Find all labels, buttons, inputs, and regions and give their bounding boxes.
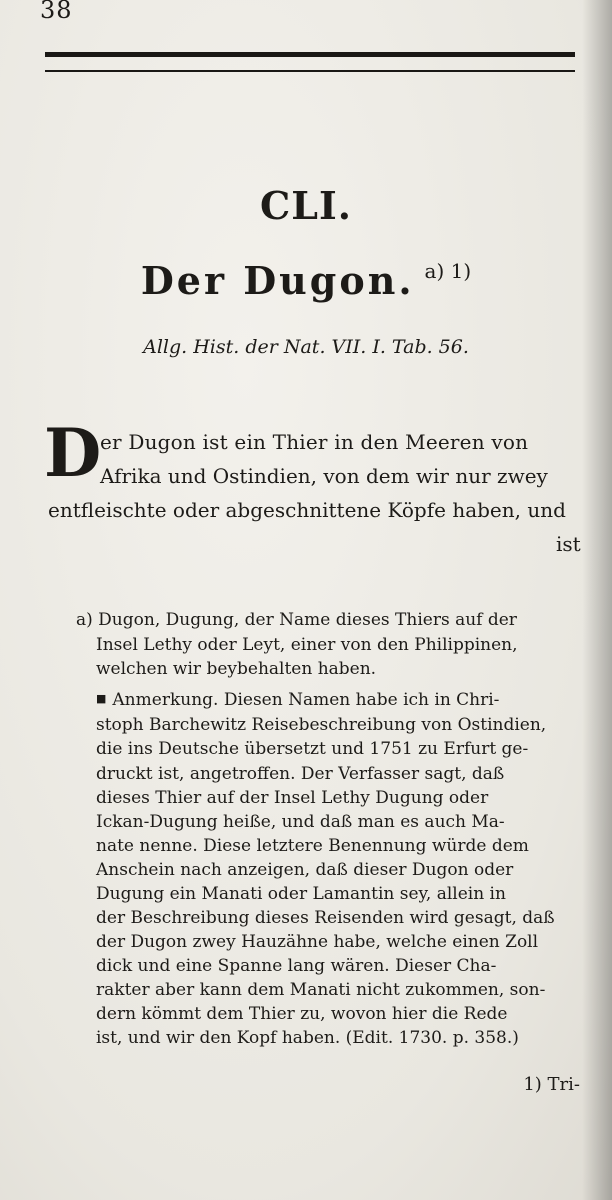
heading-title: Der Dugon. [140, 258, 415, 303]
catchword: 1) Tri- [523, 1074, 580, 1095]
drop-capital: D [44, 414, 102, 492]
remark-line-4: druckt ist, angetroffen. Der Verfasser sagt, daß [96, 764, 505, 784]
footnote-a-line-3: welchen wir beybehalten haben. [96, 659, 377, 679]
body-line-2: Afrika und Ostindien, von dem wir nur zwey [100, 464, 548, 488]
remark-line-15: ist, und wir den Kopf haben. (Edit. 1730. p. 358.) [96, 1028, 519, 1048]
article-heading [0, 258, 612, 303]
body-line-4: ist [556, 532, 581, 556]
header-rule-thick [45, 52, 575, 57]
remark-line-11: der Dugon zwey Hauzähne habe, welche einen Zoll [96, 932, 539, 952]
bullet-mark: ■ [96, 692, 107, 705]
remark-line-1: ■ Anmerkung. Diesen Namen habe ich in Chri- [96, 690, 500, 710]
header-rule-thin [45, 70, 575, 72]
remark-line-5: dieses Thier auf der Insel Lethy Dugung oder [96, 788, 489, 808]
remark-line-10: der Beschreibung dieses Reisenden wird gesagt, daß [96, 908, 555, 928]
remark-line-9: Dugung ein Manati oder Lamantin sey, allein in [96, 884, 506, 904]
page-number: 38 [40, 0, 73, 24]
body-line-1: er Dugon ist ein Thier in den Meeren von [100, 430, 529, 454]
remark-line-14: dern kömmt dem Thier zu, wovon hier die Rede [96, 1004, 508, 1024]
section-number: CLI. [260, 183, 352, 228]
remark-line-7: nate nenne. Diese letztere Benennung würde dem [96, 836, 529, 856]
remark-line-2: stoph Barchewitz Reisebeschreibung von Ostindien, [96, 715, 547, 735]
page-edge-shadow [582, 0, 612, 1200]
footnote-a-line-2: Insel Lethy oder Leyt, einer von den Philippinen, [96, 635, 518, 655]
citation-line: Allg. Hist. der Nat. VII. I. Tab. 56. [143, 336, 469, 358]
remark-line-6: Ickan-Dugung heiße, und daß man es auch Ma- [96, 812, 505, 832]
remark-line-13: rakter aber kann dem Manati nicht zukommen, son- [96, 980, 546, 1000]
remark-line-12: dick und eine Spanne lang wären. Dieser Cha- [96, 956, 497, 976]
heading-footnote-refs: a) 1) [424, 259, 472, 283]
footnote-a-line-1: a) Dugon, Dugung, der Name dieses Thiers auf der [76, 610, 517, 630]
remark-line-8: Anschein nach anzeigen, daß dieser Dugon oder [96, 860, 514, 880]
remark-line-3: die ins Deutsche übersetzt und 1751 zu Erfurt ge- [96, 739, 529, 759]
body-line-3: entfleischte oder abgeschnittene Köpfe haben, und [48, 498, 566, 522]
